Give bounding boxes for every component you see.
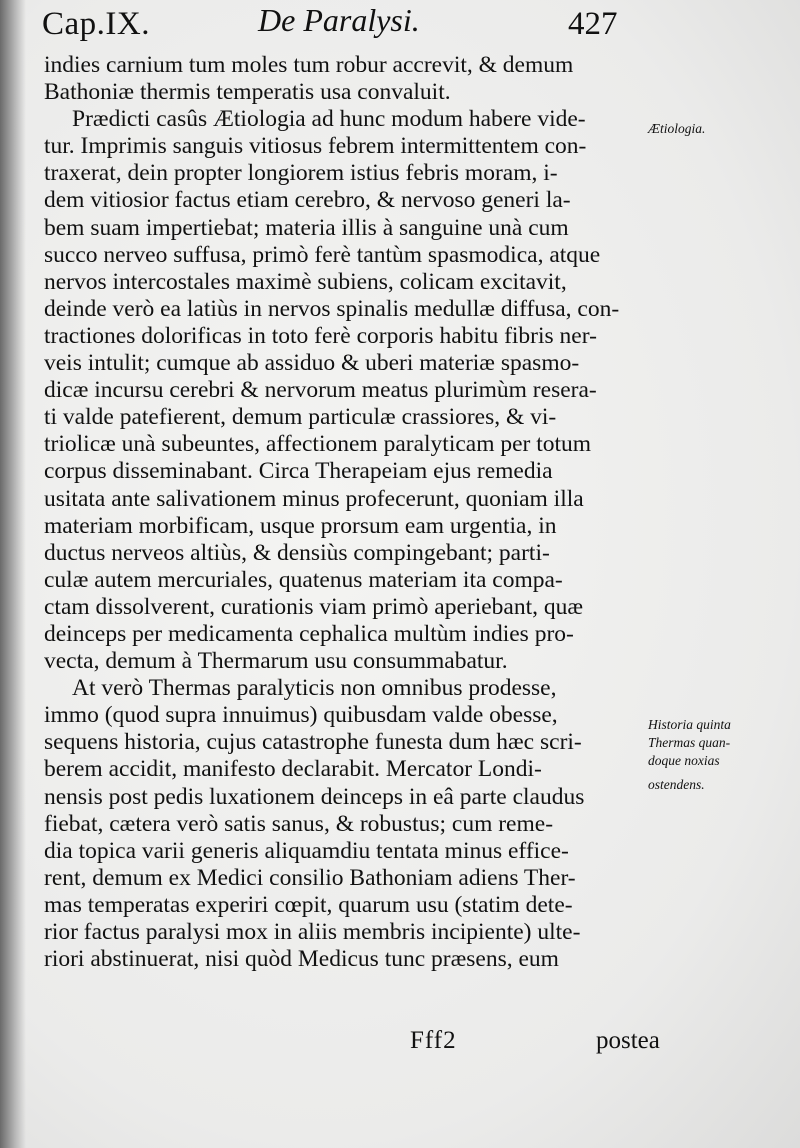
margin-note-historia: Thermas quan- <box>648 735 731 750</box>
text-line: culæ autem mercuriales, quatenus materiam ita compa- <box>44 566 563 593</box>
text-line: nervos intercostales maximè subiens, colicam excitavit, <box>44 268 567 295</box>
text-line: immo (quod supra innuimus) quibusdam valde obesse, <box>44 702 558 729</box>
text-line: berem accidit, manifesto declarabit. Mercator Londi- <box>44 756 542 783</box>
text-line: sequens historia, cujus catastrophe funesta dum hæc scri- <box>44 729 582 756</box>
text-line: dem vitiosior factus etiam cerebro, & nervoso generi la- <box>44 187 571 214</box>
text-line: deinde verò ea latiùs in nervos spinalis medullæ diffusa, con- <box>44 295 620 322</box>
signature-mark: Fff2 <box>410 1027 457 1054</box>
page-header <box>40 4 640 48</box>
text-line: deinceps per medicamenta cephalica multùm indies pro- <box>44 620 574 647</box>
text-line: usitata ante salivationem minus profecerunt, quoniam illa <box>44 485 584 512</box>
text-line: dicæ incursu cerebri & nervorum meatus plurimùm resera- <box>44 377 597 404</box>
text-line: At verò Thermas paralyticis non omnibus prodesse, <box>72 675 557 702</box>
text-line: materiam morbificam, usque prorsum eam urgentia, in <box>44 512 557 539</box>
binding-gutter-shadow <box>0 0 26 1148</box>
text-line: corpus disseminabant. Circa Therapeiam ejus remedia <box>44 458 553 485</box>
text-line: triolicæ unà subeuntes, affectionem paralyticam per totum <box>44 431 592 458</box>
margin-note-historia: Historia quinta <box>648 717 731 732</box>
margin-note-historia: ostendens. <box>648 777 705 792</box>
text-line: Prædicti casûs Ætiologia ad hunc modum habere vide- <box>72 106 586 133</box>
catchword: postea <box>596 1027 660 1054</box>
text-line: succo nerveo suffusa, primò ferè tantùm spasmodica, atque <box>44 241 601 268</box>
text-line: vecta, demum à Thermarum usu consummabatur. <box>44 648 508 675</box>
text-line: Bathoniæ thermis temperatis usa convaluit. <box>44 79 451 106</box>
text-line: traxerat, dein propter longiorem istius febris moram, i- <box>44 160 558 187</box>
text-line: tur. Imprimis sanguis vitiosus febrem intermittentem con- <box>44 133 587 160</box>
page-footer <box>410 1027 670 1057</box>
text-line: veis intulit; cumque ab assiduo & uberi materiæ spasmo- <box>44 350 580 377</box>
text-line: rent, demum ex Medici consilio Bathoniam adiens Ther- <box>44 864 576 891</box>
text-line: bem suam impertiebat; materia illis à sanguine unà cum <box>44 214 569 241</box>
chapter-heading: Cap.IX. <box>42 6 150 42</box>
text-line: ctam dissolverent, curationis viam primò aperiebant, quæ <box>44 593 584 620</box>
text-line: ductus nerveos altiùs, & densiùs compingebant; parti- <box>44 539 550 566</box>
text-line: tractiones dolorificas in toto ferè corporis habitu fibris ner- <box>44 322 597 349</box>
margin-note-historia: doque noxias <box>648 753 720 768</box>
text-line: fiebat, cætera verò satis sanus, & robustus; cum reme- <box>44 810 554 837</box>
page-number: 427 <box>568 6 618 42</box>
text-line: dia topica varii generis aliquamdiu tentata minus effice- <box>44 837 569 864</box>
margin-note-aetiologia: Ætiologia. <box>648 121 706 136</box>
text-line: rior factus paralysi mox in aliis membris incipiente) ulte- <box>44 919 581 945</box>
text-line: riori abstinuerat, nisi quòd Medicus tunc præsens, eum <box>44 946 559 973</box>
running-title: De Paralysi. <box>258 2 420 38</box>
body-text <box>44 52 644 973</box>
text-line: nensis post pedis luxationem deinceps in eâ parte claudus <box>44 783 585 810</box>
text-line: ti valde patefierent, demum particulæ crassiores, & vi- <box>44 404 557 431</box>
text-line: indies carnium tum moles tum robur accrevit, & demum <box>44 52 574 78</box>
text-line: mas temperatas experiri cœpit, quarum usu (statim dete- <box>44 891 573 918</box>
